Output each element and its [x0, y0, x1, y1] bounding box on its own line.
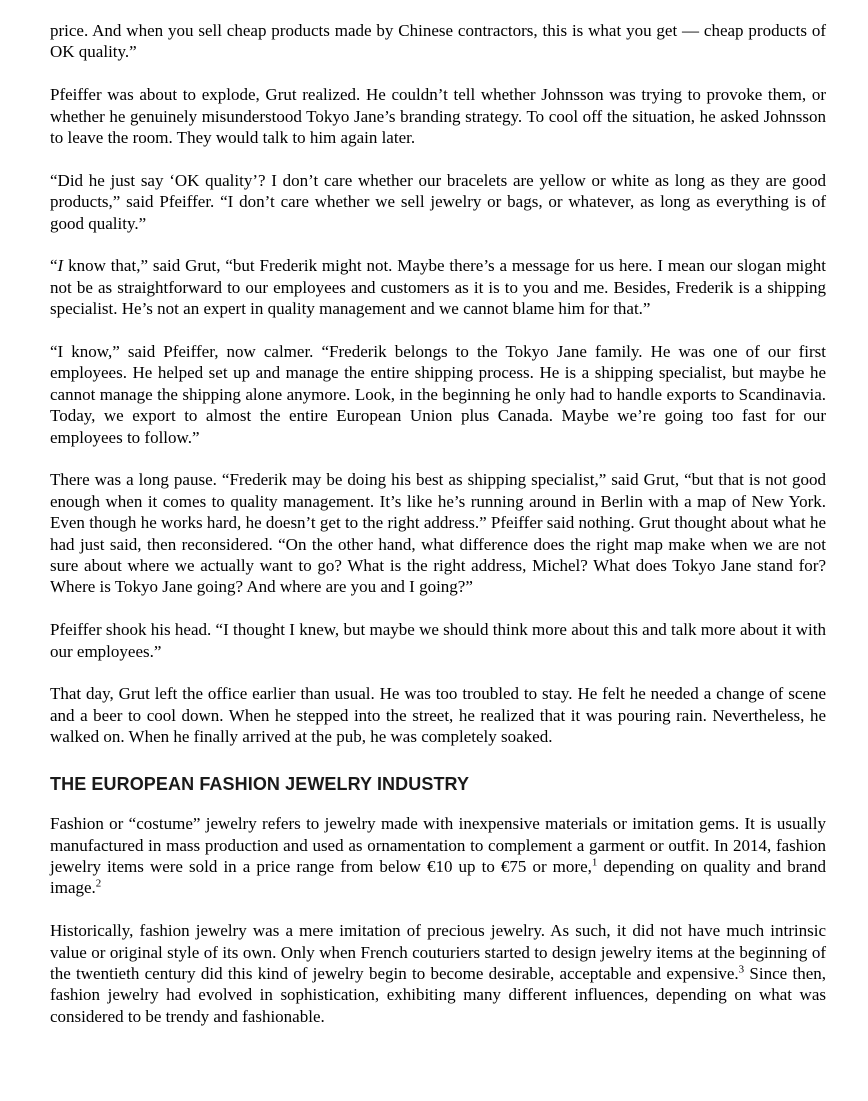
text-run: know that,” said Grut, “but Frederik might not. Maybe there’s a message for us here. I mean our slogan might not be as straightforward to our employees and customers as it is to you and me. Besides, Frederik is a shipping specialist. He’s not an expert in quality management and we cannot blame him for that.” [50, 256, 826, 319]
footnote-ref: 1 [591, 856, 598, 869]
text-run: depending on quality and brand image. [50, 856, 827, 898]
footnote-ref: 3 [738, 963, 745, 976]
paragraph [50, 170, 826, 234]
paragraph [50, 20, 826, 63]
paragraph [50, 920, 826, 1027]
text-run: Historically, fashion jewelry was a mere imitation of precious jewelry. As such, it did not have much intrinsic value or original style of its own. Only when French couturiers started to design jewelry items at the beginning of the twentieth century did this kind of jewelry begin to become desirable, acceptable and expensive. [50, 921, 826, 983]
text-run: “Did he just say ‘OK quality’? I don’t care whether our bracelets are yellow or white as long as they are good products,” said Pfeiffer. “I don’t care whether we sell jewelry or bags, or whatever, as long as everything is of good quality.” [50, 170, 826, 233]
text-run: Pfeiffer shook his head. “I thought I knew, but maybe we should think more about this and talk more about it with our employees.” [50, 620, 826, 661]
text-run: Pfeiffer was about to explode, Grut realized. He couldn’t tell whether Johnsson was trying to provoke them, or whether he genuinely misunderstood Tokyo Jane’s branding strategy. To cool off the situation, he asked Johnsson to leave the room. They would talk to him again later. [50, 85, 826, 148]
text-run: That day, Grut left the office earlier than usual. He was too troubled to stay. He felt he needed a change of scene and a beer to cool down. When he stepped into the street, he realized that it was pouring rain. Nevertheless, he walked on. When he finally arrived at the pub, he was completely soaked. [50, 684, 826, 747]
text-run: Since then, fashion jewelry had evolved in sophistication, exhibiting many different influences, depending on what was considered to be trendy and fashionable. [50, 963, 826, 1026]
paragraph [50, 619, 826, 662]
footnote-ref: 2 [95, 877, 102, 890]
document-body [50, 20, 826, 1027]
text-run: There was a long pause. “Frederik may be doing his best as shipping specialist,” said Grut, “but that is not good enough when it comes to quality management. It’s like he’s running around in Berlin with a map of New York. Even though he works hard, he doesn’t get to the right address.” Pfeiffer said nothing. Grut thought about what he had just said, then reconsidered. “On the other hand, what difference does the right map make when we are not sure about where we actually want to go? What is the right address, Michel? What does Tokyo Jane stand for? Where is Tokyo Jane going? And where are you and I going?” [50, 470, 826, 597]
paragraph [50, 469, 826, 597]
text-run: “ [50, 256, 58, 276]
text-run: price. And when you sell cheap products made by Chinese contractors, this is what you get — cheap products of OK quality.” [50, 21, 826, 62]
paragraph [50, 84, 826, 148]
emphasis-text: I [57, 256, 64, 276]
paragraph [50, 255, 826, 319]
paragraph [50, 813, 826, 899]
paragraph [50, 683, 826, 747]
section-heading: THE EUROPEAN FASHION JEWELRY INDUSTRY [50, 773, 470, 794]
text-run: Fashion or “costume” jewelry refers to jewelry made with inexpensive materials or imitation gems. It is usually manufactured in mass production and used as ornamentation to complement a garment or outfit. In 2014, fashion jewelry items were sold in a price range from below €10 up to €75 or more, [50, 814, 826, 876]
paragraph [50, 341, 826, 448]
text-run: “I know,” said Pfeiffer, now calmer. “Frederik belongs to the Tokyo Jane family. He was one of our first employees. He helped set up and manage the entire shipping process. He is a shipping specialist, but maybe he cannot manage the shipping alone anymore. Look, in the beginning he only had to handle exports to Scandinavia. Today, we export to almost the entire European Union plus Canada. Maybe we’re going too fast for our employees to follow.” [50, 342, 826, 447]
